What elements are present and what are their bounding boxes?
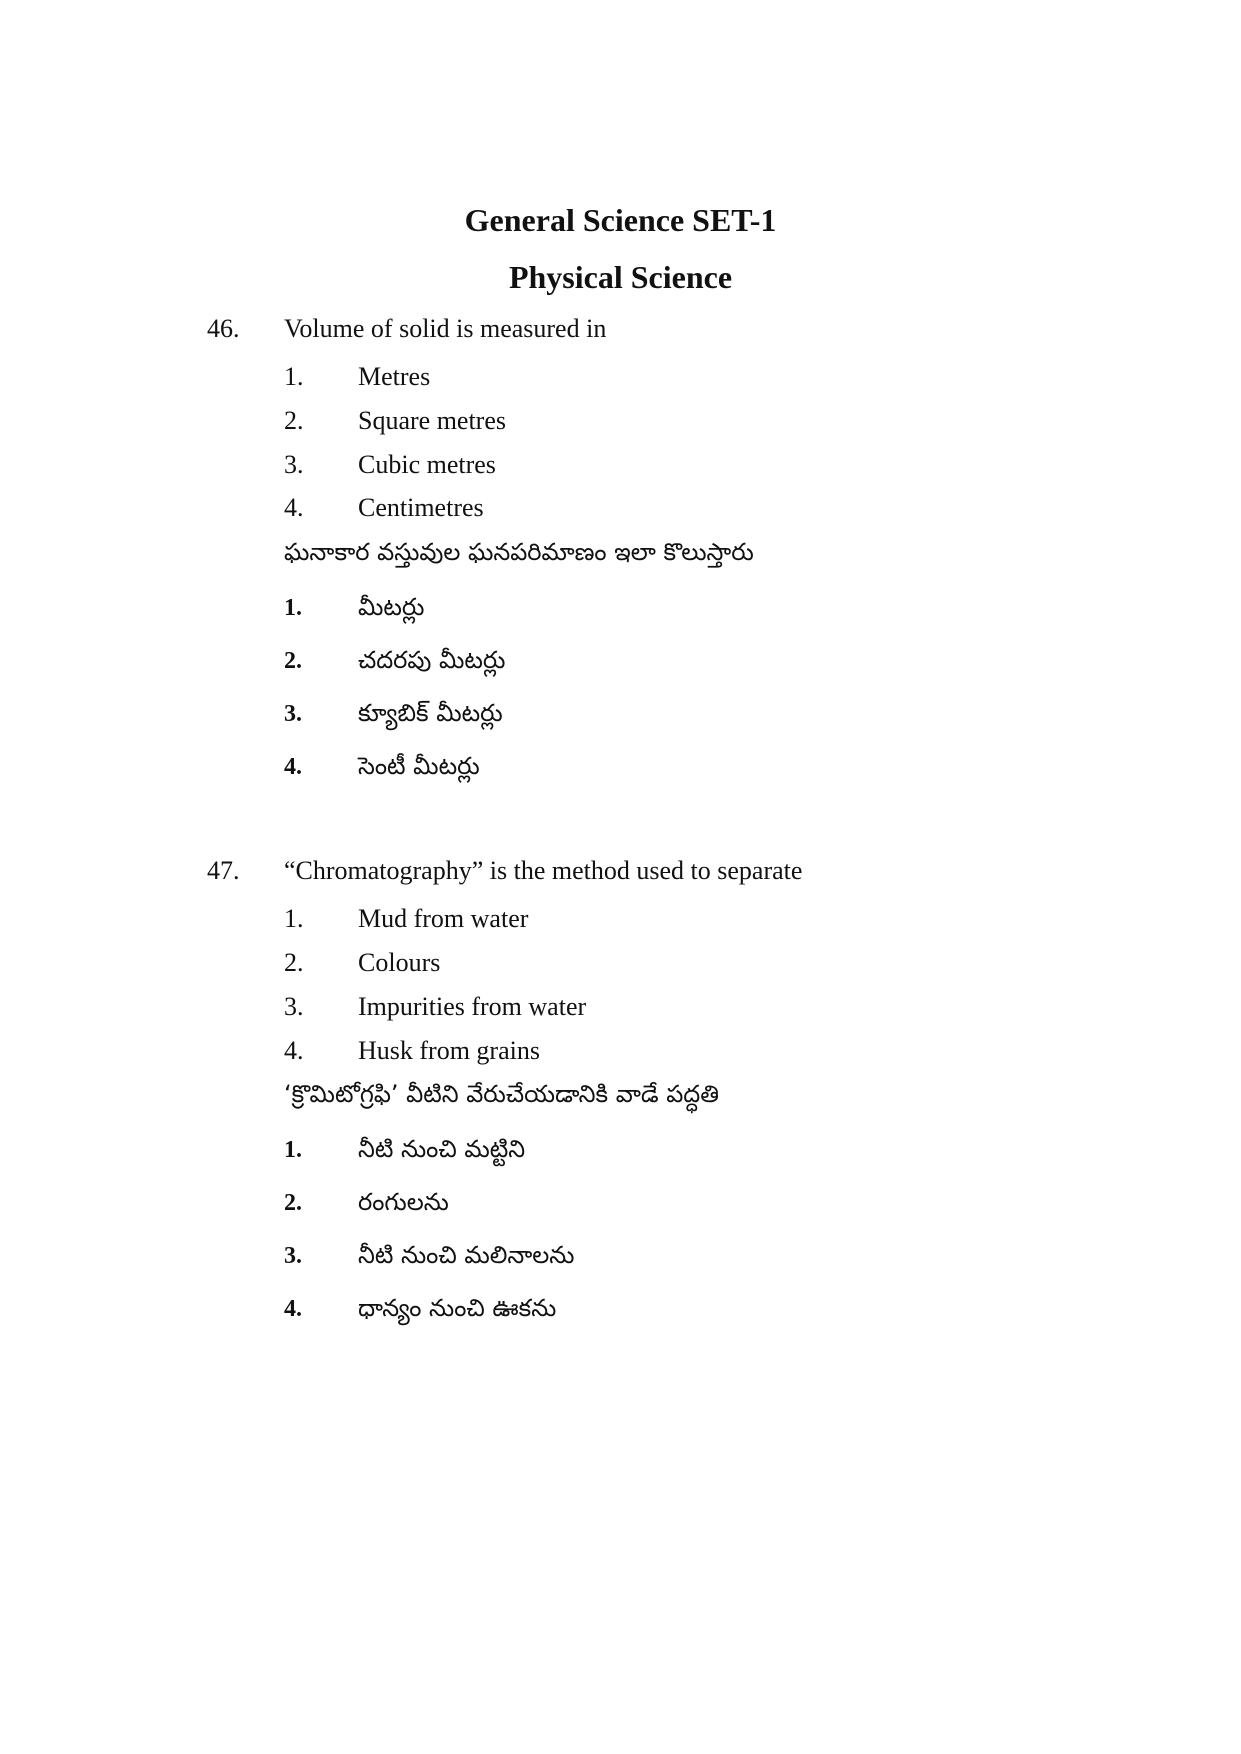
option-telugu <box>284 696 503 731</box>
option-english <box>284 491 484 525</box>
option-number: 1. <box>284 904 304 933</box>
option-number: 3. <box>284 701 302 727</box>
option-telugu <box>284 1238 574 1273</box>
option-telugu <box>284 1291 556 1326</box>
option-english <box>284 902 528 936</box>
option-english <box>284 404 506 438</box>
option-text: Cubic metres <box>358 450 496 479</box>
option-text: Colours <box>358 948 441 977</box>
question-text-english: Volume of solid is measured in <box>284 314 607 343</box>
option-number: 4. <box>284 493 304 522</box>
option-telugu <box>284 590 424 625</box>
question-number: 46. <box>207 314 240 343</box>
option-number: 3. <box>284 1243 302 1269</box>
option-number: 2. <box>284 648 302 674</box>
option-number: 1. <box>284 362 304 391</box>
option-number: 4. <box>284 1036 304 1065</box>
option-number: 1. <box>284 595 302 621</box>
option-number: 1. <box>284 1137 302 1163</box>
option-telugu <box>284 749 480 784</box>
option-text: Mud from water <box>358 904 529 933</box>
question-text-telugu: ఘనాకార వస్తువుల ఘనపరిమాణం ఇలా కొలుస్తారు <box>284 538 754 566</box>
option-english <box>284 448 496 482</box>
option-number: 2. <box>284 948 304 977</box>
option-english <box>284 990 586 1024</box>
option-text: Metres <box>358 362 431 391</box>
option-number: 2. <box>284 406 304 435</box>
option-number: 4. <box>284 1296 302 1322</box>
option-text: Centimetres <box>358 493 484 522</box>
option-text: రంగులను <box>358 1188 449 1216</box>
option-number: 2. <box>284 1190 302 1216</box>
option-text: ధాన్యం నుంచి ఊకను <box>358 1294 557 1322</box>
option-text: క్యూబిక్ మీటర్లు <box>358 699 503 727</box>
option-text: చదరపు మీటర్లు <box>358 646 506 674</box>
option-english <box>284 946 440 980</box>
option-text: నీటి నుంచి మట్టిని <box>358 1135 526 1163</box>
option-english <box>284 1034 540 1068</box>
option-text: మీటర్లు <box>358 593 425 621</box>
question-text-english: “Chromatography” is the method used to separate <box>284 856 803 885</box>
option-english <box>284 360 430 394</box>
option-text: సెంటీ మీటర్లు <box>358 752 480 780</box>
section-title: Physical Science <box>508 259 733 295</box>
option-number: 3. <box>284 992 304 1021</box>
option-telugu <box>284 1132 525 1167</box>
option-text: నీటి నుంచి మలినాలను <box>358 1241 575 1269</box>
option-text: Husk from grains <box>358 1036 540 1065</box>
option-text: Impurities from water <box>358 992 587 1021</box>
option-telugu <box>284 1185 449 1220</box>
option-telugu <box>284 643 505 678</box>
page-title: General Science SET-1 <box>464 202 777 238</box>
question-number: 47. <box>207 856 240 885</box>
option-number: 4. <box>284 754 302 780</box>
option-number: 3. <box>284 450 304 479</box>
option-text: Square metres <box>358 406 507 435</box>
question-text-telugu: ‘క్రొమిటోగ్రఫి’ వీటిని వేరుచేయడానికి వాడే పద్ధతి <box>284 1080 720 1108</box>
